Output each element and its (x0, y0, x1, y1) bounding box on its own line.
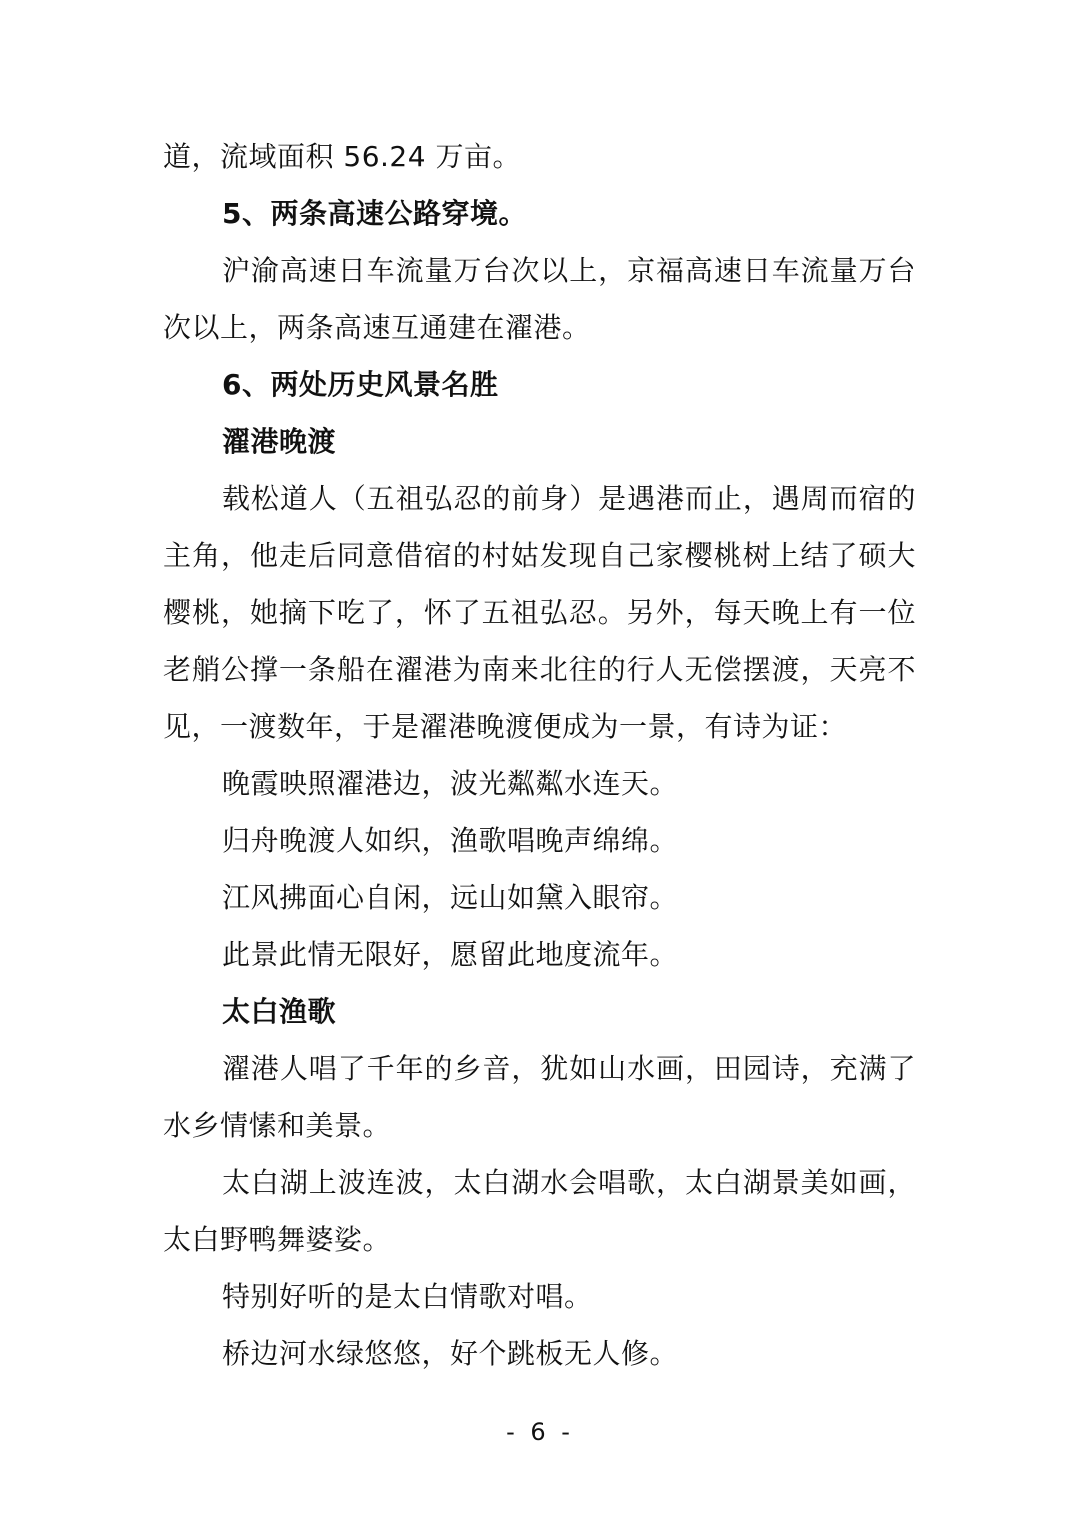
paragraph-line: 樱桃，她摘下吃了，怀了五祖弘忍。另外，每天晚上有一位 (163, 596, 916, 629)
paragraph-line: 见，一渡数年，于是濯港晚渡便成为一景，有诗为证： (163, 710, 848, 743)
paragraph-line: 濯港人唱了千年的乡音，犹如山水画，田园诗，充满了 (222, 1052, 916, 1085)
paragraph-line: 太白湖上波连波，太白湖水会唱歌，太白湖景美如画， (222, 1166, 916, 1199)
paragraph-line: 特别好听的是太白情歌对唱。 (222, 1280, 593, 1313)
poem-line: 归舟晚渡人如织，渔歌唱晚声绵绵。 (222, 824, 679, 857)
paragraph-line: 主角，他走后同意借宿的村姑发现自己家樱桃树上结了硕大 (163, 539, 916, 572)
paragraph-line: 次以上，两条高速互通建在濯港。 (163, 311, 591, 344)
paragraph-line: 水乡情愫和美景。 (163, 1109, 392, 1142)
poem-line: 此景此情无限好，愿留此地度流年。 (222, 938, 679, 971)
paragraph-line: 道，流域面积 56.24 万亩。 (163, 140, 521, 173)
paragraph-line: 沪渝高速日车流量万台次以上，京福高速日车流量万台 (222, 254, 916, 287)
section-heading-highways: 5、两条高速公路穿境。 (222, 197, 527, 230)
section-heading-scenic-spots: 6、两处历史风景名胜 (222, 368, 499, 401)
paragraph-line: 载松道人（五祖弘忍的前身）是遇港而止，遇周而宿的 (222, 482, 916, 515)
page-number: - 6 - (506, 1418, 574, 1446)
subheading-zhuogang-wandu: 濯港晚渡 (222, 425, 337, 458)
paragraph-line: 桥边河水绿悠悠，好个跳板无人修。 (222, 1337, 679, 1370)
poem-line: 江风拂面心自闲，远山如黛入眼帘。 (222, 881, 679, 914)
paragraph-line: 太白野鸭舞婆娑。 (163, 1223, 392, 1256)
paragraph-line: 老艄公撑一条船在濯港为南来北往的行人无偿摆渡，天亮不 (163, 653, 916, 686)
poem-line: 晚霞映照濯港边，波光粼粼水连天。 (222, 767, 679, 800)
subheading-taibai-yuge: 太白渔歌 (222, 995, 337, 1028)
